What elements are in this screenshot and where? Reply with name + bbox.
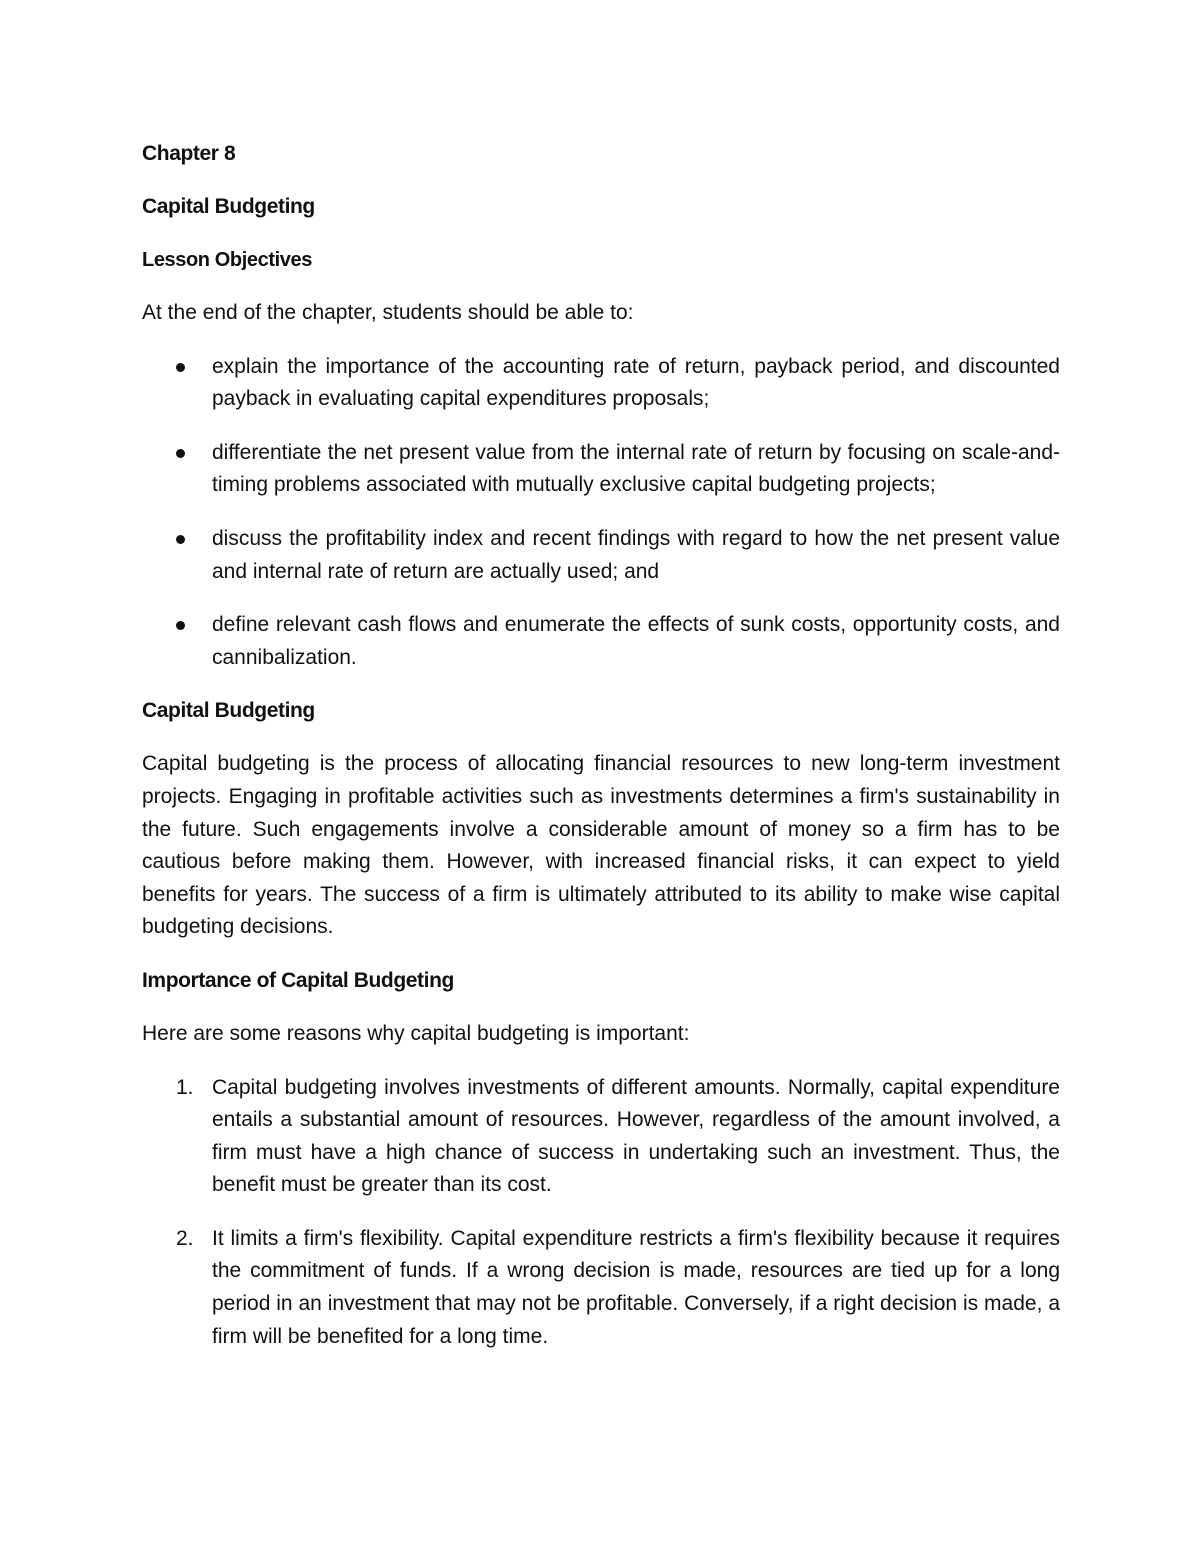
section-body-capital-budgeting: Capital budgeting is the process of allocating financial resources to new long-term investment projects. Engaging in profitable activities such as investments determines a firm's sustainability in the future. Such engagements involve a considerable amount of money so a firm has to be cautious before making them. However, with increased financial risks, it can expect to yield benefits for years. The success of a firm is ultimately attributed to its ability to make wise capital budgeting decisions.: [142, 752, 1060, 939]
reasons-list: [142, 1072, 1060, 1354]
objective-text: explain the importance of the accounting rate of return, payback period, and discounted payback in evaluating capital expenditures proposals;: [212, 354, 1060, 411]
list-item: [142, 523, 1060, 588]
objective-text: define relevant cash flows and enumerate the effects of sunk costs, opportunity costs, and cannibalization.: [212, 613, 1060, 669]
document-page: [142, 138, 1060, 1374]
objectives-intro: At the end of the chapter, students should be able to:: [142, 301, 634, 324]
bullet-icon: [176, 363, 185, 372]
objective-text: differentiate the net present value from the internal rate of return by focusing on scale-and-timing problems associated with mutually exclusive capital budgeting projects;: [212, 440, 1060, 497]
bullet-icon: [176, 535, 185, 544]
list-item: [142, 1223, 1060, 1353]
list-item: [142, 437, 1060, 502]
reason-text: It limits a firm's flexibility. Capital expenditure restricts a firm's flexibility because it requires the commitment of funds. If a wrong decision is made, resources are tied up for a long period in an investment that may not be profitable. Conversely, if a right decision is made, a firm will be benefited for a long time.: [212, 1226, 1060, 1348]
bullet-icon: [176, 449, 185, 458]
reason-text: Capital budgeting involves investments of different amounts. Normally, capital expenditure entails a substantial amount of resources. However, regardless of the amount involved, a firm must have a high chance of success in undertaking such an investment. Thus, the benefit must be greater than its cost.: [212, 1075, 1060, 1197]
list-number: 2.: [176, 1226, 194, 1250]
section-heading-capital-budgeting: Capital Budgeting: [142, 699, 315, 723]
list-item: [142, 609, 1060, 674]
list-item: [142, 351, 1060, 416]
list-number: 1.: [176, 1075, 194, 1099]
section-heading-importance: Importance of Capital Budgeting: [142, 968, 454, 992]
importance-intro: Here are some reasons why capital budgeting is important:: [142, 1021, 690, 1045]
chapter-title: Chapter 8: [142, 142, 236, 165]
list-item: [142, 1072, 1060, 1202]
bullet-icon: [176, 621, 185, 630]
chapter-subtitle: Capital Budgeting: [142, 195, 315, 218]
objectives-list: [142, 351, 1060, 675]
objective-text: discuss the profitability index and recent findings with regard to how the net present value and internal rate of return are actually used; and: [212, 526, 1060, 583]
objectives-heading: Lesson Objectives: [142, 249, 312, 271]
